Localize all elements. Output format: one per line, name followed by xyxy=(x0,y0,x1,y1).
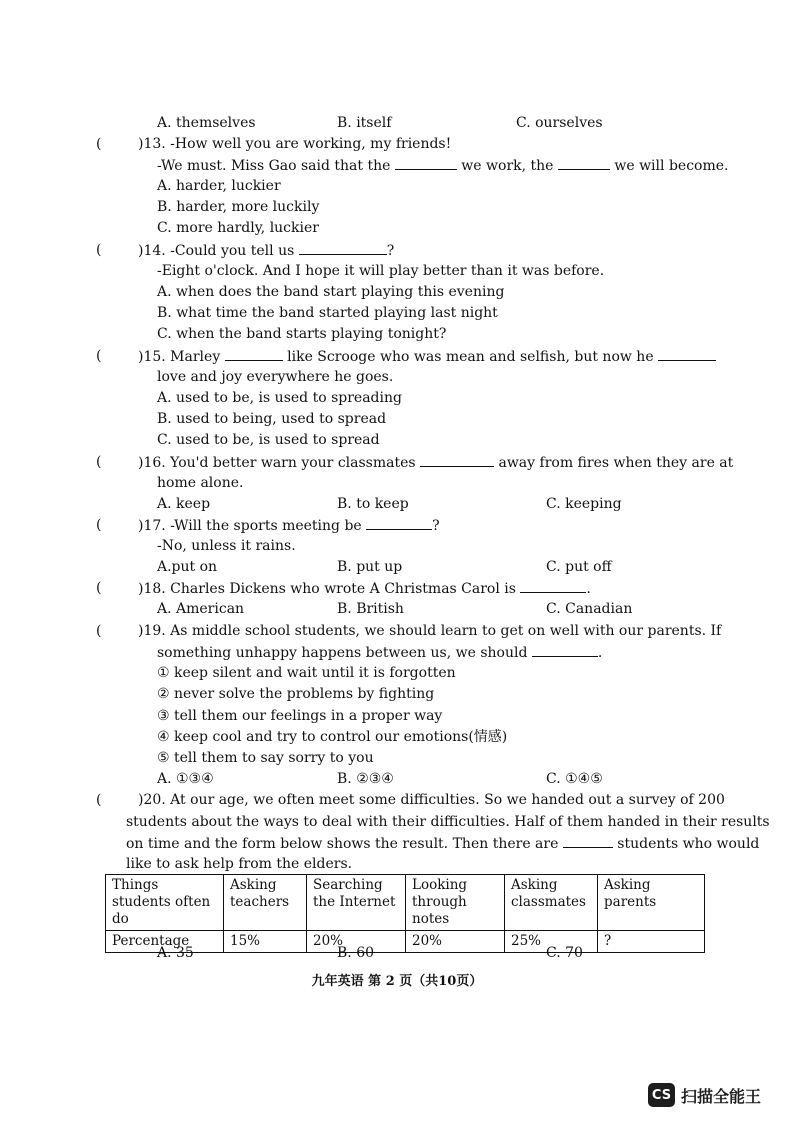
paren-close: ) xyxy=(138,581,144,597)
q19-option-b: B. ②③④ xyxy=(337,771,394,787)
q17-stem xyxy=(138,516,440,535)
q15-stem-a: 15. Marley xyxy=(143,349,225,365)
q20-option-c: C. 70 xyxy=(546,945,583,961)
q16-option-b: B. to keep xyxy=(337,496,409,512)
answer-paren: ( xyxy=(96,348,102,364)
table-header-cell: Asking classmates xyxy=(505,875,598,931)
q20-stem-text: 20. At our age, we often meet some difficulties. So we handed out a survey of 200 xyxy=(143,792,725,808)
answer-blank[interactable] xyxy=(520,579,586,593)
q13-option-c: C. more hardly, luckier xyxy=(157,220,319,236)
q20-line3-b: students who would xyxy=(612,836,760,852)
answer-paren: ( xyxy=(96,136,102,152)
q14-stem-a: 14. -Could you tell us xyxy=(143,243,299,259)
table-cell: 25% xyxy=(505,931,598,953)
q19-line2-a: something unhappy happens between us, we should xyxy=(157,645,532,661)
q13-option-a: A. harder, luckier xyxy=(157,178,281,194)
paren-close: ) xyxy=(138,792,144,808)
q19-option-a: A. ①③④ xyxy=(157,771,214,787)
q17-stem-a: 17. -Will the sports meeting be xyxy=(143,518,367,534)
table-cell: 20% xyxy=(307,931,406,953)
q19-item-1: ① keep silent and wait until it is forgotten xyxy=(157,665,456,681)
q13-stem-text: 13. -How well you are working, my friends! xyxy=(143,136,452,152)
q14-stem-b: ? xyxy=(386,243,395,259)
q13-line2-c: we will become. xyxy=(609,158,729,174)
paren-close: ) xyxy=(138,455,144,471)
table-header-cell: Asking teachers xyxy=(224,875,307,931)
q20-line3-a: on time and the form below shows the result. Then there are xyxy=(126,836,563,852)
cs-logo-icon: CS xyxy=(648,1083,675,1107)
q14-stem xyxy=(138,241,394,260)
answer-blank[interactable] xyxy=(563,834,613,848)
q20-option-a: A. 35 xyxy=(157,945,194,961)
q15-option-b: B. used to being, used to spread xyxy=(157,411,387,427)
q15-option-c: C. used to be, is used to spread xyxy=(157,432,380,448)
q13-line2 xyxy=(157,156,728,175)
q19-option-c: C. ①④⑤ xyxy=(546,771,603,787)
answer-paren: ( xyxy=(96,454,102,470)
q20-line2: students about the ways to deal with their difficulties. Half of them handed in their results xyxy=(126,814,770,830)
q13-stem xyxy=(138,135,451,153)
answer-paren: ( xyxy=(96,242,102,258)
q16-stem-b: away from fires when they are at xyxy=(494,455,734,471)
q19-stem-text: 19. As middle school students, we should learn to get on well with our parents. If xyxy=(143,623,722,639)
answer-blank[interactable] xyxy=(366,516,432,530)
paren-close: ) xyxy=(138,243,144,259)
q20-option-b: B. 60 xyxy=(337,945,375,961)
answer-paren: ( xyxy=(96,792,102,808)
paren-close: ) xyxy=(138,623,144,639)
q13-line2-a: -We must. Miss Gao said that the xyxy=(157,158,395,174)
camscanner-watermark xyxy=(648,1083,761,1107)
table-header-cell: Asking parents xyxy=(598,875,705,931)
q17-line2: -No, unless it rains. xyxy=(157,538,296,554)
table-cell: 15% xyxy=(224,931,307,953)
answer-blank[interactable] xyxy=(225,347,283,361)
q19-stem xyxy=(138,622,721,640)
answer-blank[interactable] xyxy=(658,347,716,361)
answer-paren: ( xyxy=(96,517,102,533)
q17-option-c: C. put off xyxy=(546,559,612,575)
paren-close: ) xyxy=(138,518,144,534)
table-row xyxy=(106,875,705,931)
q16-option-a: A. keep xyxy=(157,496,211,512)
q13-line2-b: we work, the xyxy=(456,158,558,174)
q17-option-a: A.put on xyxy=(157,559,218,575)
q12-option-a: A. themselves xyxy=(157,115,256,131)
q16-stem xyxy=(138,453,733,472)
q18-stem-a: 18. Charles Dickens who wrote A Christmas Carol is xyxy=(143,581,521,597)
table-header-cell: Looking through notes xyxy=(406,875,505,931)
q19-line2-b: . xyxy=(597,645,603,661)
q14-option-c: C. when the band starts playing tonight? xyxy=(157,326,447,342)
q14-line2: -Eight o'clock. And I hope it will play better than it was before. xyxy=(157,263,605,279)
q13-option-b: B. harder, more luckily xyxy=(157,199,320,215)
q18-option-b: B. British xyxy=(337,601,404,617)
q20-line3 xyxy=(126,834,759,853)
q20-line4: like to ask help from the elders. xyxy=(126,856,353,872)
q16-stem-a: 16. You'd better warn your classmates xyxy=(143,455,421,471)
q18-option-a: A. American xyxy=(157,601,245,617)
answer-paren: ( xyxy=(96,623,102,639)
q17-option-b: B. put up xyxy=(337,559,403,575)
survey-table xyxy=(105,874,705,953)
q14-option-a: A. when does the band start playing this evening xyxy=(157,284,505,300)
q18-stem-b: . xyxy=(586,581,591,597)
q20-stem xyxy=(138,791,725,809)
q18-stem xyxy=(138,579,591,598)
q18-option-c: C. Canadian xyxy=(546,601,633,617)
q15-option-a: A. used to be, is used to spreading xyxy=(157,390,402,406)
q17-stem-b: ? xyxy=(432,518,440,534)
q19-item-4: ④ keep cool and try to control our emotions(情感) xyxy=(157,729,508,745)
q12-option-b: B. itself xyxy=(337,115,392,131)
paren-close: ) xyxy=(138,349,144,365)
answer-blank[interactable] xyxy=(532,643,598,657)
answer-blank[interactable] xyxy=(558,156,610,170)
answer-blank[interactable] xyxy=(395,156,457,170)
q15-stem xyxy=(138,347,716,366)
q19-item-5: ⑤ tell them to say sorry to you xyxy=(157,750,374,766)
page-footer: 九年英语 第 2 页（共10页） xyxy=(311,974,483,989)
q16-line2: home alone. xyxy=(157,475,244,491)
answer-paren: ( xyxy=(96,580,102,596)
q16-option-c: C. keeping xyxy=(546,496,622,512)
table-cell: ? xyxy=(598,931,705,953)
table-cell: Percentage xyxy=(106,931,224,953)
watermark-text: 扫描全能王 xyxy=(681,1086,762,1106)
table-row xyxy=(106,931,705,953)
table-header-cell: Searching the Internet xyxy=(307,875,406,931)
q15-line2: love and joy everywhere he goes. xyxy=(157,369,394,385)
answer-blank[interactable] xyxy=(420,453,494,467)
table-header-cell: Things students often do xyxy=(106,875,224,931)
q12-option-c: C. ourselves xyxy=(516,115,603,131)
q19-item-2: ② never solve the problems by fighting xyxy=(157,686,435,702)
q15-stem-b: like Scrooge who was mean and selfish, but now he xyxy=(282,349,659,365)
paren-close: ) xyxy=(138,136,144,152)
q19-item-3: ③ tell them our feelings in a proper way xyxy=(157,708,443,724)
q19-line2 xyxy=(157,643,602,662)
q14-option-b: B. what time the band started playing last night xyxy=(157,305,498,321)
table-cell: 20% xyxy=(406,931,505,953)
answer-blank[interactable] xyxy=(299,241,387,255)
